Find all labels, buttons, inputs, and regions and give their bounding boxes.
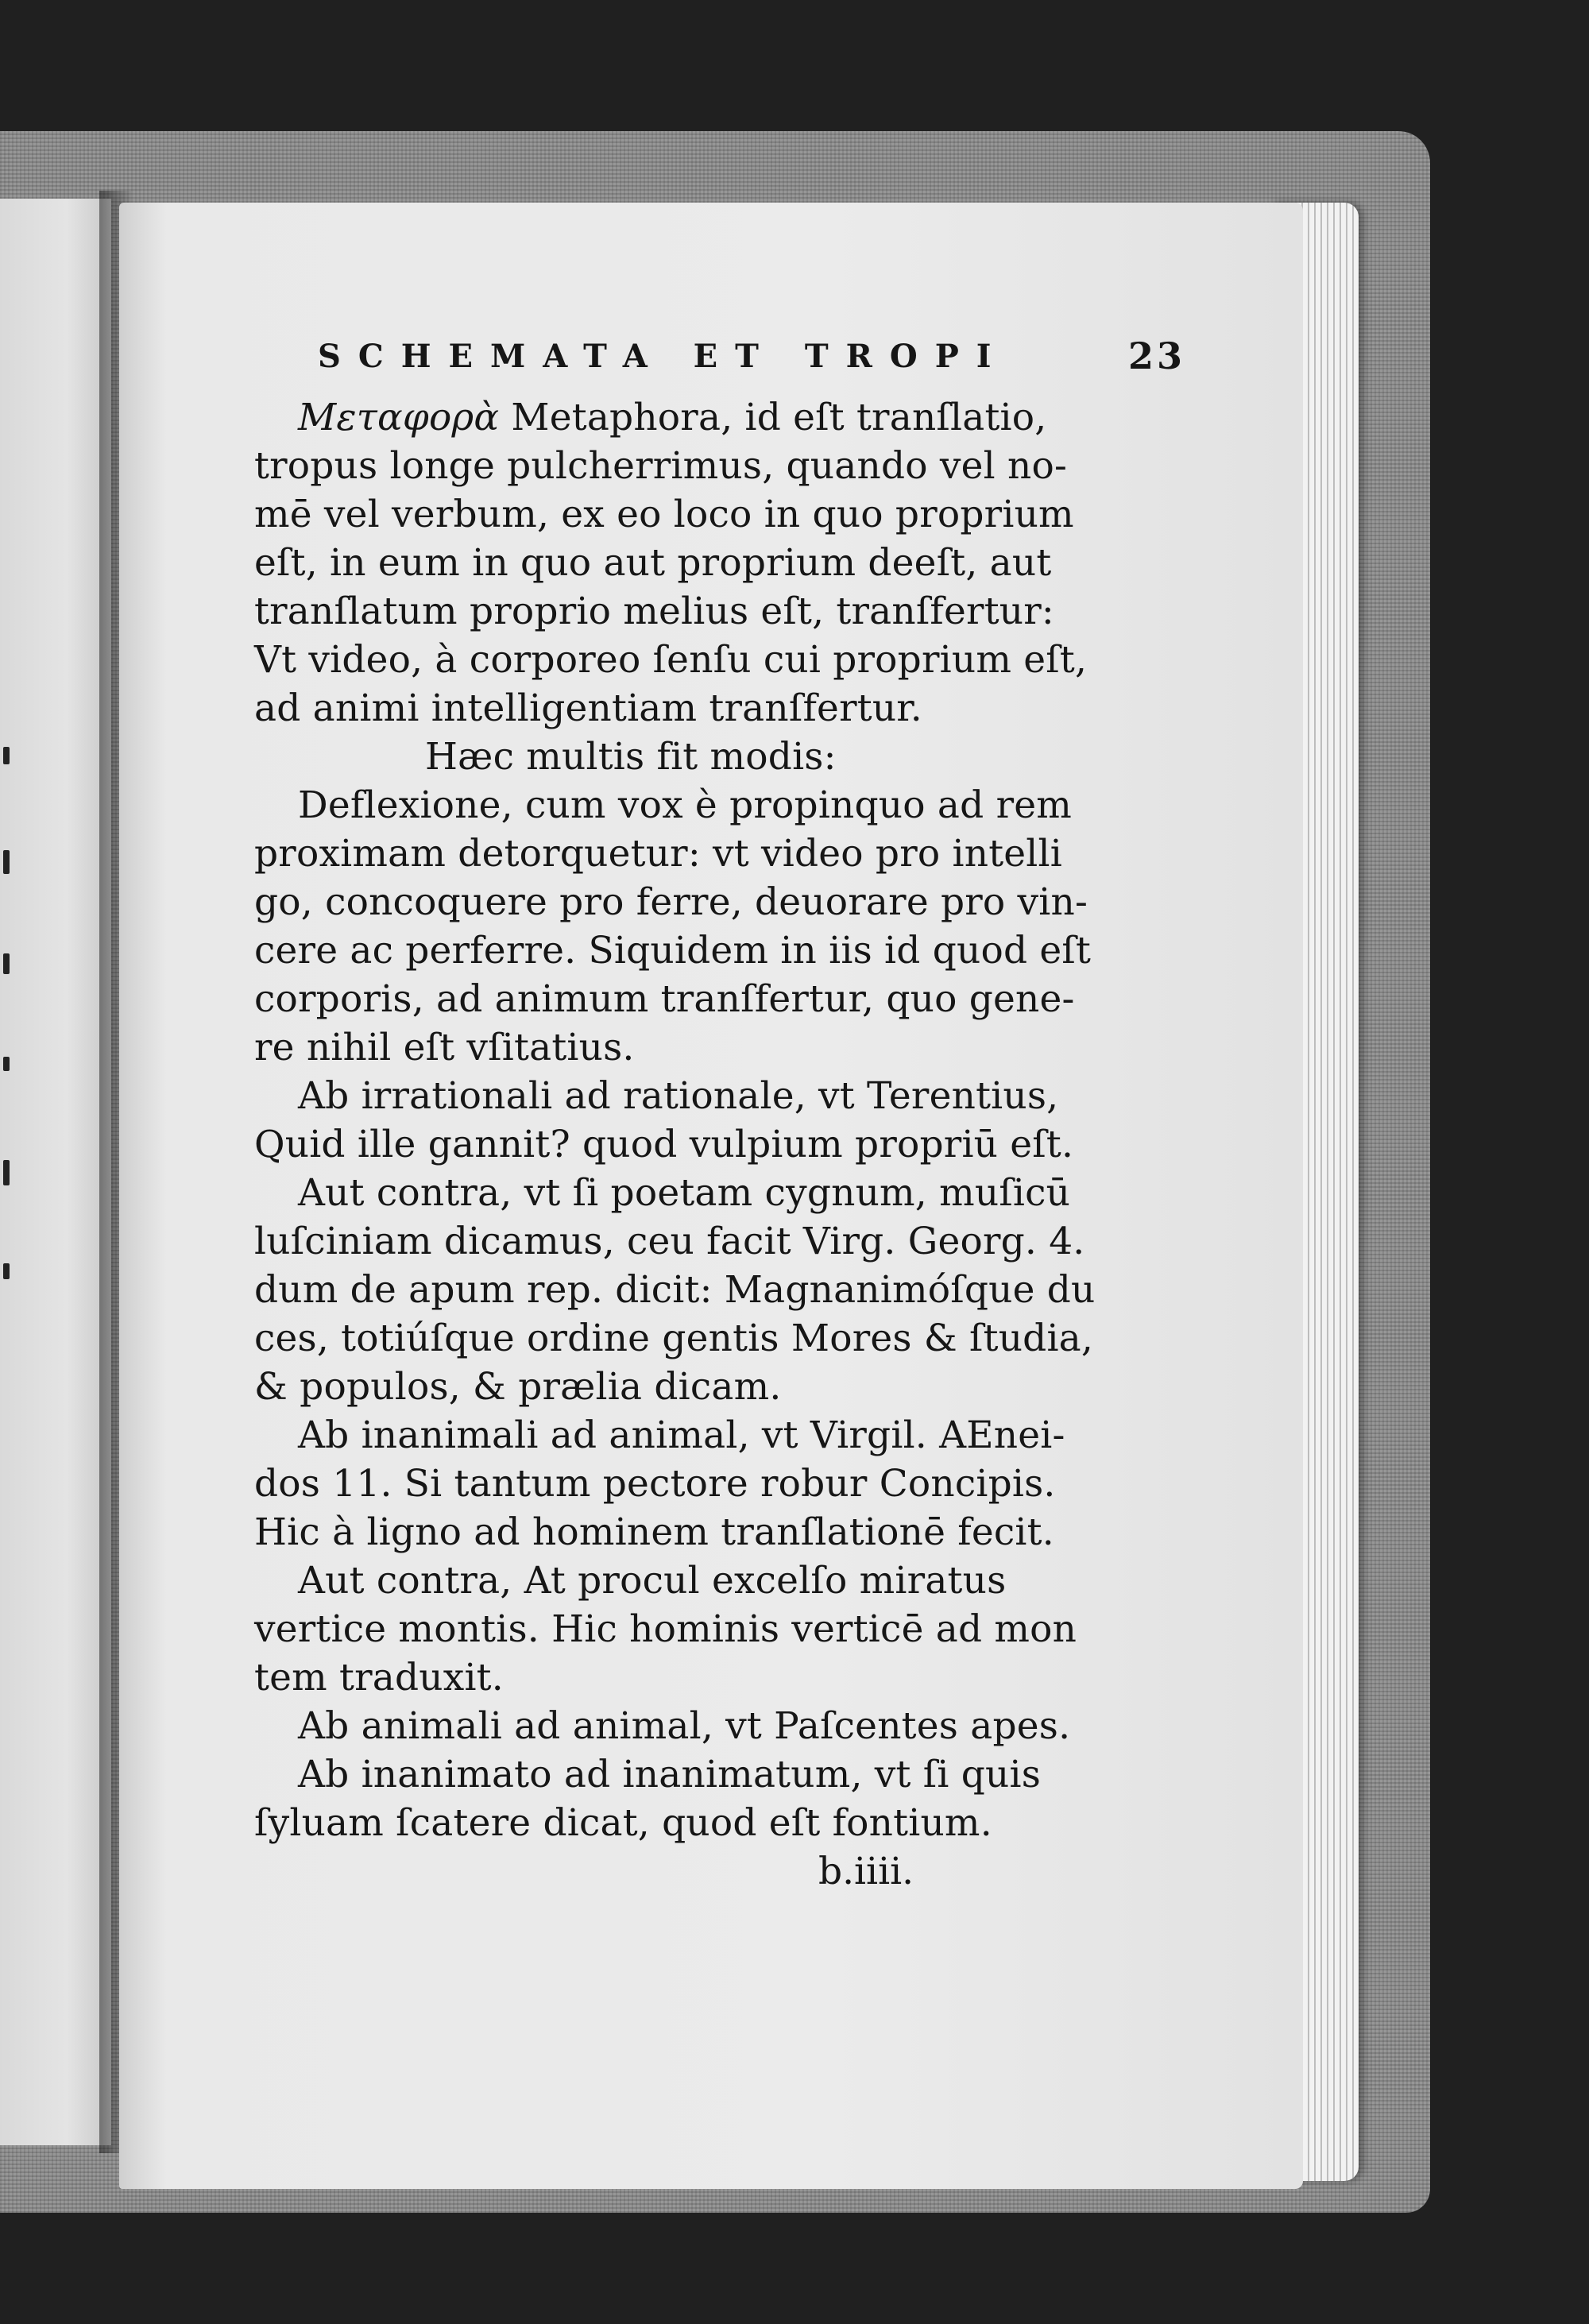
- greek-term: Μεταφορὰ: [298, 396, 500, 439]
- text-line: ces, totiúſque ordine gentis Mores & ſtudia,: [254, 1317, 1094, 1360]
- text-line: cere ac perferre. Siquidem in iis id quod eſt: [254, 929, 1092, 973]
- text-line: tranſlatum proprio melius eſt, tranſfertur:: [254, 590, 1054, 633]
- text-line: Deflexione, cum vox è propinquo ad rem: [298, 783, 1073, 827]
- book-page: [119, 203, 1303, 2189]
- text-line: dos 11. Si tantum pectore robur Concipis.: [254, 1462, 1056, 1506]
- text-line: luſciniam dicamus, ceu facit Virg. Georg. 4.: [254, 1220, 1085, 1263]
- text-line: [254, 393, 1168, 442]
- text-line: tem traduxit.: [254, 1656, 504, 1699]
- text-line: corporis, ad animum tranſfertur, quo gene-: [254, 977, 1075, 1021]
- page-number: 23: [1128, 334, 1186, 377]
- facing-page-margin-marks: [0, 715, 14, 1430]
- text-line: Ab animali ad animal, vt Paſcentes apes.: [298, 1704, 1071, 1748]
- signature-mark: b.iiii.: [818, 1850, 914, 1893]
- text-line: re nihil eſt vſitatius.: [254, 1026, 635, 1069]
- text-line: eſt, in eum in quo aut proprium deeſt, aut: [254, 541, 1052, 585]
- page-text: [254, 334, 1186, 1896]
- text-line: proximam detorquetur: vt video pro intelli: [254, 832, 1062, 876]
- running-head-title: SCHEMATA ET TROPI: [318, 338, 1009, 375]
- text-line: Vt video, à corporeo ſenſu cui proprium eſt,: [254, 638, 1088, 682]
- facing-page: [0, 199, 111, 2145]
- text-line: Ab inanimali ad animal, vt Virgil. AEnei-: [298, 1413, 1065, 1457]
- text-line: tropus longe pulcherrimus, quando vel no-: [254, 444, 1068, 488]
- text-line-rest: Metaphora, id eſt tranſlatio,: [499, 396, 1047, 439]
- text-line: & populos, & prælia dicam.: [254, 1365, 782, 1409]
- text-line: Ab inanimato ad inanimatum, vt ſi quis: [298, 1753, 1042, 1796]
- text-line: mē vel verbum, ex eo loco in quo proprium: [254, 493, 1074, 536]
- text-line: ad animi intelligentiam tranſfertur.: [254, 686, 922, 730]
- text-line: Aut contra, vt ſi poetam cygnum, muſicū: [298, 1171, 1071, 1215]
- text-line: Quid ille gannit? quod vulpium propriū eſt.: [254, 1123, 1074, 1166]
- text-line: ſyluam ſcatere dicat, quod eſt fontium.: [254, 1801, 992, 1845]
- text-line: Aut contra, At procul excelſo miratus: [298, 1559, 1007, 1603]
- text-line: vertice montis. Hic hominis verticē ad mon: [254, 1607, 1077, 1651]
- text-line: Ab irrationali ad rationale, vt Terentius,: [298, 1074, 1059, 1118]
- text-line: dum de apum rep. dicit: Magnanimóſque du: [254, 1268, 1096, 1312]
- text-line: Hic à ligno ad hominem tranſlationē fecit.: [254, 1510, 1054, 1554]
- running-head: [254, 334, 1186, 393]
- text-line: Hæc multis fit modis:: [425, 735, 837, 779]
- text-line: go, concoquere pro ferre, deuorare pro vin-: [254, 880, 1088, 924]
